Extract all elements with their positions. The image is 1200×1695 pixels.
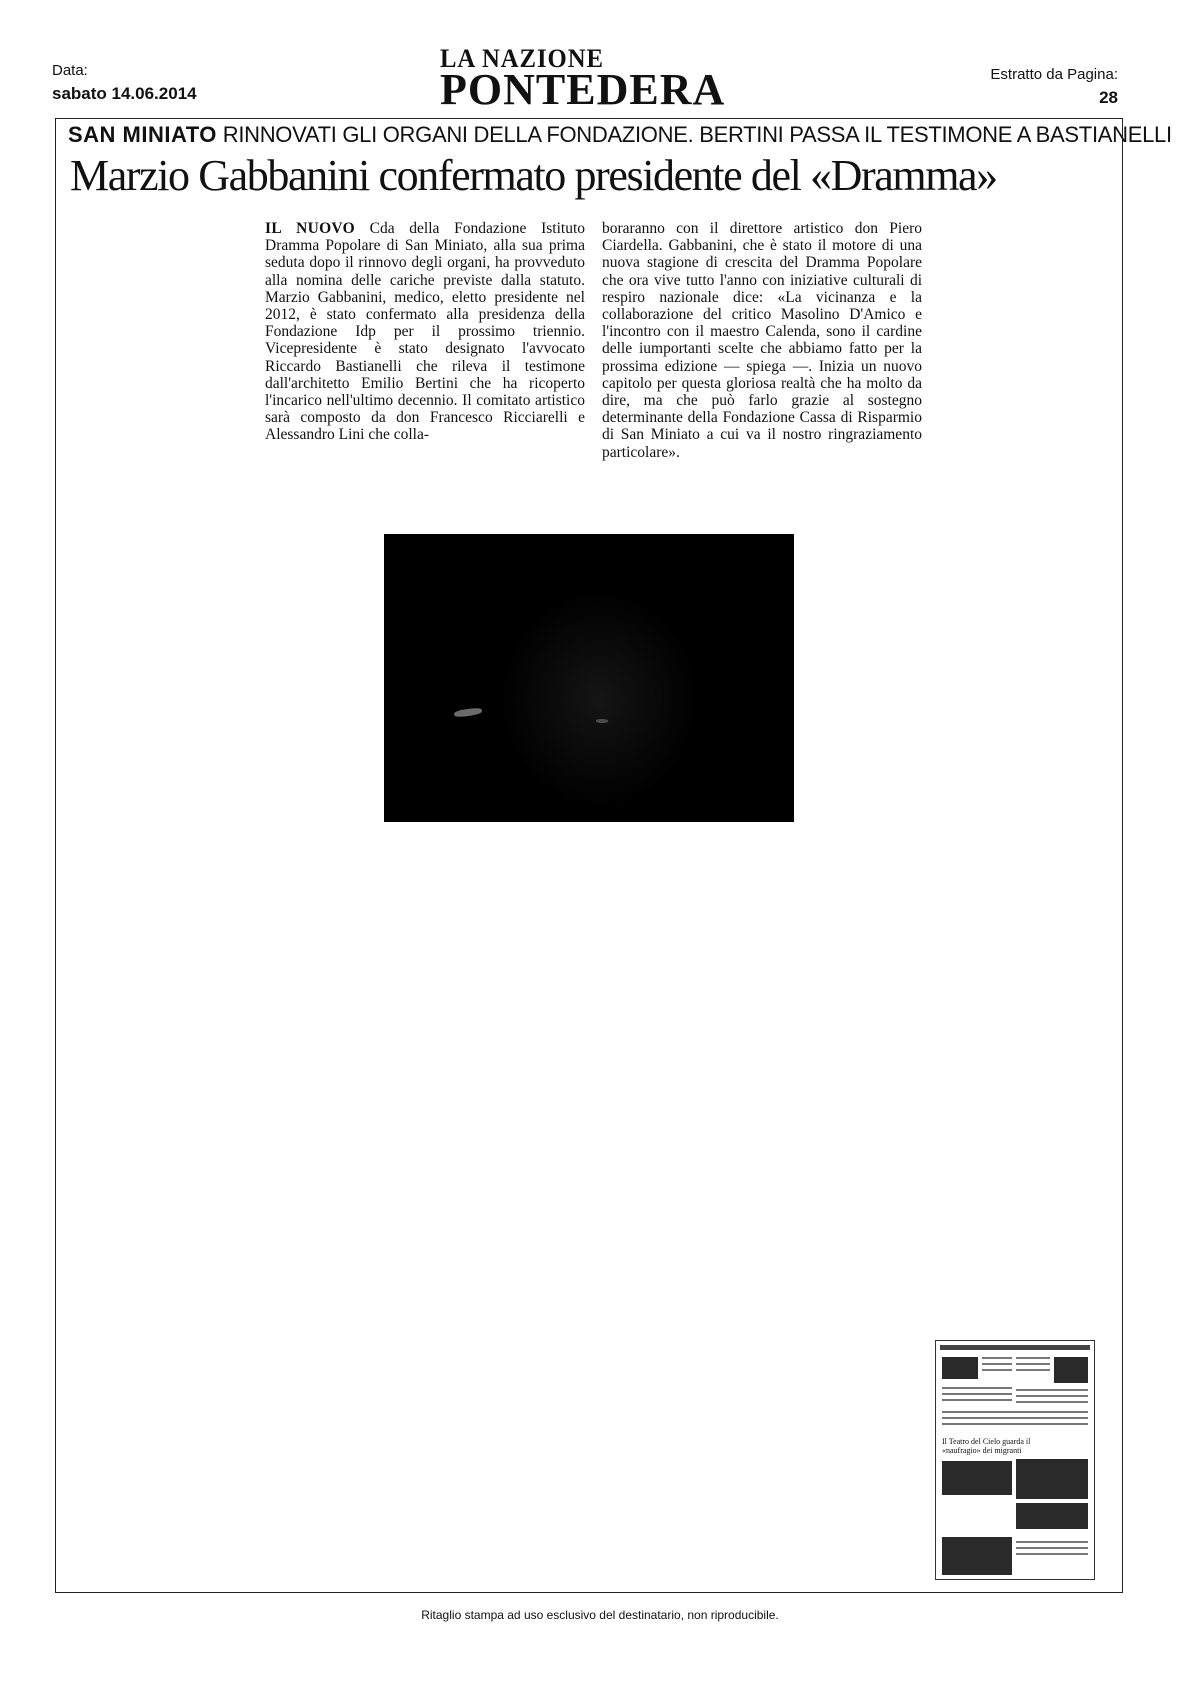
thumbnail-photo-1 [942, 1357, 978, 1379]
thumbnail-text-line [942, 1411, 1088, 1413]
article-column-1 [265, 220, 585, 444]
date-value: sabato 14.06.2014 [52, 84, 197, 103]
thumbnail-text-line [942, 1393, 1012, 1395]
article-photo [384, 534, 794, 822]
column-1-text: Cda della Fondazione Istituto Dramma Popolare di San Miniato, alla sua prima seduta dopo il rinnovo degli organi, ha provveduto alla nomina delle cariche previste dalla statuto. Marzio Gabbanini, medico, eletto presidente nel 2012, è stato confermato alla presidenza della Fondazione Idp per il prossimo triennio. Vicepresidente è stato designato l'avvocato Riccardo Bastianelli che rileva il testimone dall'architetto Emilio Bertini che ha ricoperto l'incarico nell'ultimo decennio. Il comitato artistico sarà composto da don Francesco Ricciarelli e Alessandro Lini che colla- [265, 220, 585, 444]
thumbnail-text-line [942, 1423, 1088, 1425]
date-label: Data: [52, 62, 88, 79]
thumbnail-text-line [982, 1363, 1012, 1365]
thumbnail-text-line [1016, 1401, 1088, 1403]
photo-shadow-figure [504, 594, 694, 804]
kicker-text: RINNOVATI GLI ORGANI DELLA FONDAZIONE. BERTINI PASSA IL TESTIMONE A BASTIANELLI [222, 122, 1172, 147]
thumbnail-text-line [1016, 1363, 1050, 1365]
thumbnail-headline: Il Teatro del Cielo guarda il «naufragio» dei migranti [942, 1437, 1031, 1455]
thumbnail-text-line [942, 1387, 1012, 1389]
thumbnail-photo-2 [1054, 1357, 1088, 1383]
publication-edition: PONTEDERA [440, 65, 726, 114]
page-label: Estratto da Pagina: [990, 66, 1118, 83]
thumbnail-photo-4 [1016, 1459, 1088, 1499]
photo-highlight [454, 707, 483, 718]
thumbnail-text-line [942, 1399, 1012, 1401]
footer-note: Ritaglio stampa ad uso esclusivo del destinatario, non riproducibile. [421, 1608, 779, 1622]
article-lead: IL NUOVO [265, 220, 355, 237]
thumbnail-text-line [1016, 1547, 1088, 1549]
thumbnail-text-line [982, 1357, 1012, 1359]
thumbnail-text-line [1016, 1369, 1050, 1371]
thumbnail-text-line [1016, 1395, 1088, 1397]
thumbnail-photo-3 [942, 1461, 1012, 1495]
article-kicker [68, 122, 1172, 148]
kicker-place: SAN MINIATO [68, 122, 217, 147]
thumbnail-text-line [1016, 1541, 1088, 1543]
page-thumbnail [935, 1340, 1095, 1580]
thumbnail-text-line [1016, 1553, 1088, 1555]
thumbnail-masthead [940, 1345, 1090, 1350]
article-column-2: boraranno con il direttore artistico don Piero Ciardella. Gabbanini, che è stato il motore di una nuova stagione di crescita del Dramma Popolare che ora vive tutto l'anno con iniziative culturali di respiro nazionale dice: «La vicinanza e la collaborazione del critico Masolino D'Amico e l'incontro con il maestro Calenda, sono il cardine delle iumportanti scelte che abbiamo fatto per la prossima edizione — spiega —. Inizia un nuovo capitolo per questa gloriosa realtà che ha molto da dire, ma che può farlo grazie al sostegno determinante della Fondazione Cassa di Risparmio di San Miniato a cui va il nostro ringraziamento particolare». [602, 220, 922, 461]
thumbnail-photo-5 [1016, 1503, 1088, 1529]
page-number: 28 [1099, 88, 1118, 107]
publication-name: LA NAZIONE [440, 44, 604, 73]
thumbnail-text-line [942, 1417, 1088, 1419]
thumbnail-text-line [1016, 1389, 1088, 1391]
thumbnail-photo-6 [942, 1537, 1012, 1575]
thumbnail-text-line [1016, 1357, 1050, 1359]
thumbnail-text-line [982, 1369, 1012, 1371]
photo-highlight-small [596, 719, 608, 723]
article-headline: Marzio Gabbanini confermato presidente del «Dramma» [70, 151, 997, 200]
